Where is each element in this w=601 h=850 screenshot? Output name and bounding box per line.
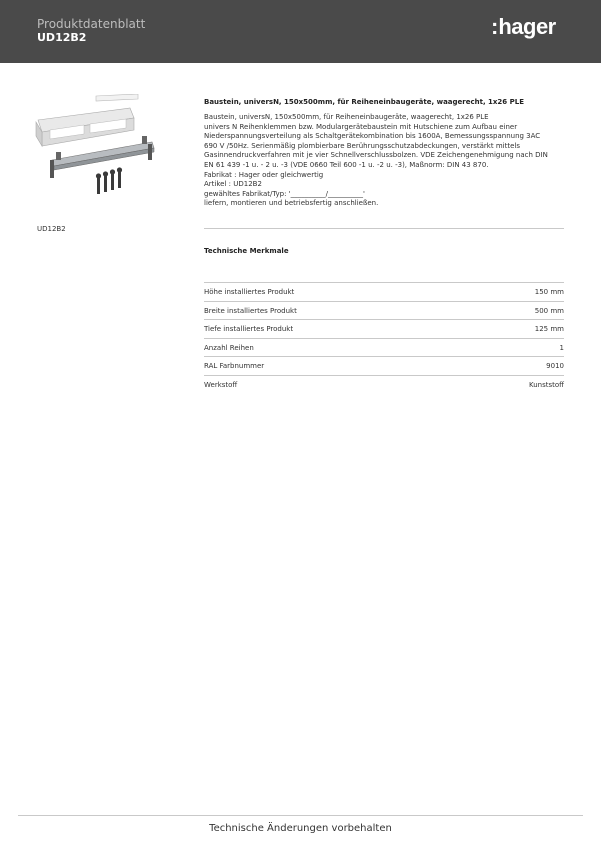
spec-value: 9010 [546, 362, 564, 370]
product-image [34, 94, 166, 206]
description-line: Gasinnendruckverfahren mit je vier Schnellverschlussbolzen. VDE Zeichengenehmigung nach DIN [204, 151, 548, 160]
description-body [204, 113, 564, 209]
description-line: 690 V /50Hz. Serienmäßig plombierbare Berührungsschutzabdeckungen, verstärkt mittels [204, 141, 520, 150]
description-line: liefern, montieren und betriebsfertig anschließen. [204, 199, 379, 208]
description-line: EN 61 439 -1 u. - 2 u. -3 (VDE 0660 Teil 600 -1 u. -2 u. -3), Maßnorm: DIN 43 870. [204, 160, 489, 169]
product-code-title: UD12B2 [37, 31, 87, 44]
description-line: Fabrikat : Hager oder gleichwertig [204, 170, 324, 179]
footer-note: Technische Änderungen vorbehalten [209, 823, 392, 834]
spec-row [204, 302, 564, 321]
description-line: Baustein, universN, 150x500mm, für Reiheneinbaugeräte, waagerecht, 1x26 PLE [204, 113, 489, 121]
spec-value: Kunststoff [528, 380, 564, 389]
spec-label: Tiefe installiertes Produkt [204, 325, 294, 333]
description-line: Artikel : UD12B2 [204, 180, 262, 189]
description-line: gewähltes Fabrikat/Typ: '__________/__________' [204, 189, 365, 198]
specs-table [204, 282, 564, 393]
spec-label: Anzahl Reihen [204, 343, 254, 352]
document-type-label: Produktdatenblatt [37, 17, 146, 31]
spec-value: 1 [559, 343, 564, 352]
spec-value: 500 mm [534, 306, 564, 315]
spec-label: Höhe installiertes Produkt [204, 288, 295, 296]
header-bar [0, 0, 601, 63]
spec-value: 150 mm [534, 288, 564, 296]
section-divider [204, 228, 564, 229]
spec-label: RAL Farbnummer [204, 362, 265, 370]
spec-label: Werkstoff [204, 380, 238, 389]
description-line: Niederspannungsverteilung als Schaltgerätekombination bis 1600A, Bemessungsspannung 3AC [204, 132, 541, 141]
spec-label: Breite installiertes Produkt [204, 306, 297, 315]
spec-row [204, 282, 564, 302]
description-line: univers N Reihenklemmen bzw. Modulargerätebaustein mit Hutschiene zum Aufbau einer [204, 122, 518, 131]
specs-title: Technische Merkmale [204, 247, 289, 255]
spec-row [204, 376, 564, 394]
spec-row [204, 320, 564, 339]
image-caption: UD12B2 [37, 225, 66, 233]
spec-row [204, 357, 564, 376]
hager-logo: :hager [491, 14, 556, 39]
footer-divider [18, 815, 583, 816]
product-description [204, 98, 564, 209]
spec-row [204, 339, 564, 358]
spec-value: 125 mm [534, 325, 564, 333]
description-title: Baustein, universN, 150x500mm, für Reiheneinbaugeräte, waagerecht, 1x26 PLE [204, 98, 524, 106]
